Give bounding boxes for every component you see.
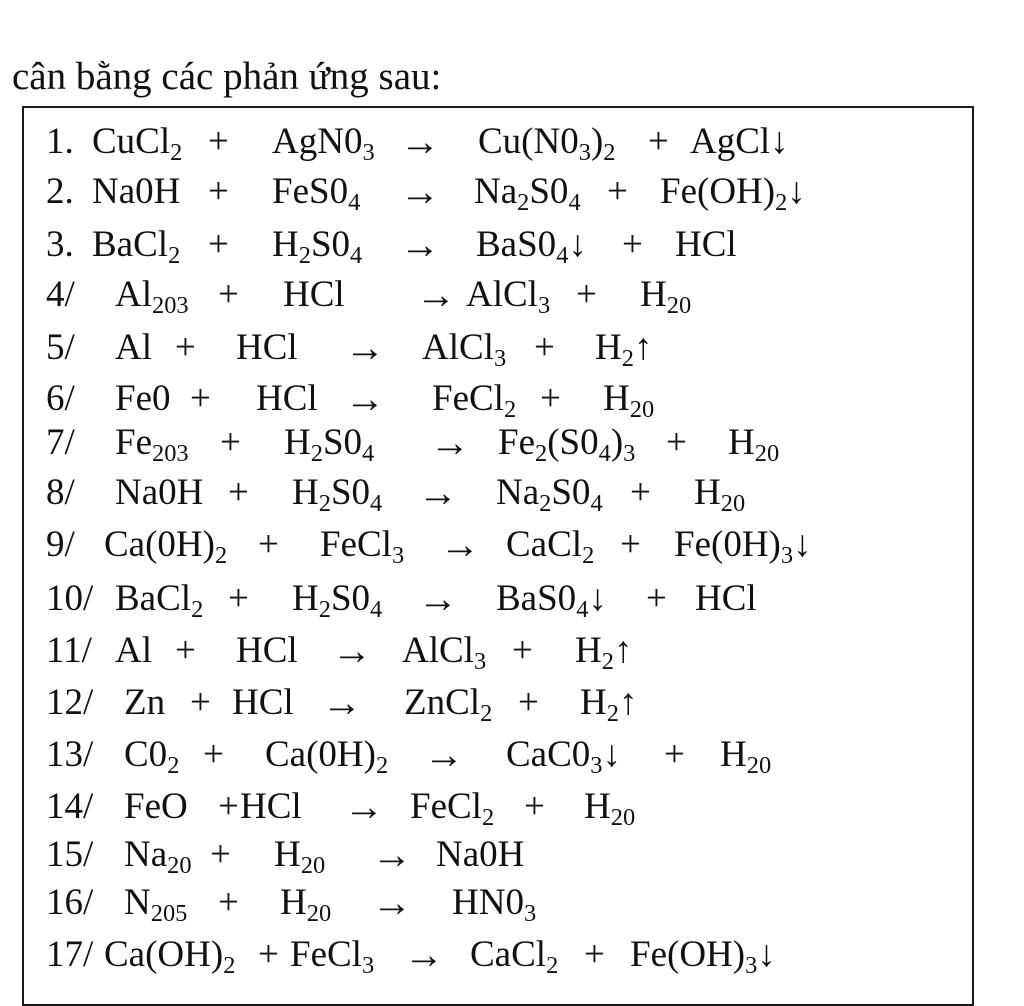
plus-sign: +: [258, 524, 279, 565]
product-formula: $BaS0_4↓$: [476, 224, 587, 269]
product-formula: HCl: [675, 224, 737, 265]
plus-sign: +: [175, 327, 196, 368]
product-formula: AgCl↓: [690, 121, 789, 162]
reactant-formula: $H_2S0_4$: [272, 224, 363, 269]
plus-sign: +: [576, 274, 597, 315]
plus-sign: +: [646, 578, 667, 619]
reactant-formula: Fe0: [115, 378, 171, 419]
product-formula: $Fe(OH)_2↓$: [660, 171, 806, 216]
product-formula: $BaS0_4↓$: [496, 578, 607, 623]
product-formula: $H_{20}$: [720, 734, 772, 779]
reactant-formula: $H_2S0_4$: [292, 578, 383, 623]
reactant-formula: BaCl$_2$: [92, 224, 181, 269]
plus-sign: +: [208, 171, 229, 212]
reactant-formula: BaCl$_2$: [115, 578, 204, 623]
reaction-number: 15/: [46, 834, 94, 875]
plus-sign: +: [534, 327, 555, 368]
plus-sign: +: [258, 934, 279, 975]
reactant-formula: $C0_2$: [124, 734, 180, 779]
product-formula: FeCl$_2$: [410, 786, 495, 831]
product-formula: HCl: [695, 578, 757, 619]
arrow-icon: →: [344, 784, 384, 829]
plus-sign: +: [175, 630, 196, 671]
plus-sign: +: [666, 422, 687, 463]
arrow-icon: →: [418, 470, 458, 515]
product-formula: AlCl$_3$: [466, 274, 551, 319]
reactant-formula: Al: [115, 630, 152, 671]
product-formula: $Fe(OH)_3↓$: [630, 934, 776, 979]
plus-sign: +: [648, 121, 669, 162]
product-formula: AlCl$_3$: [402, 630, 487, 675]
reaction-number: 1.: [46, 121, 74, 162]
reactant-formula: FeCl$_3$: [320, 524, 405, 569]
plus-sign: +: [524, 786, 545, 827]
product-formula: CaCl$_2$: [506, 524, 595, 569]
reaction-number: 11/: [46, 630, 92, 671]
plus-sign: +: [228, 578, 249, 619]
reactant-formula: $AgN0_3$: [272, 121, 375, 166]
arrow-icon: →: [400, 222, 440, 267]
reactant-formula: $Na_{20}$: [124, 834, 192, 879]
plus-sign: +: [664, 734, 685, 775]
plus-sign: +: [203, 734, 224, 775]
reaction-number: 6/: [46, 378, 75, 419]
product-formula: $Na_2S0_4$: [496, 472, 603, 517]
product-formula: $H_{20}$: [584, 786, 636, 831]
page-title: cân bằng các phản ứng sau:: [12, 55, 442, 98]
reaction-number: 2.: [46, 171, 74, 212]
arrow-icon: →: [440, 522, 480, 567]
reaction-number: 8/: [46, 472, 75, 513]
plus-sign: +: [540, 378, 561, 419]
plus-sign: +: [607, 171, 628, 212]
product-formula: ZnCl$_2$: [404, 682, 493, 727]
arrow-icon: →: [372, 880, 412, 925]
reactant-formula: $N_{205}$: [124, 882, 188, 927]
product-formula: FeCl$_2$: [432, 378, 517, 423]
reactant-formula: $H_2S0_4$: [284, 422, 375, 467]
reactant-formula: HCl: [236, 630, 298, 671]
plus-sign: +: [620, 524, 641, 565]
arrow-icon: →: [404, 932, 444, 977]
arrow-icon: →: [400, 169, 440, 214]
arrow-icon: →: [345, 376, 385, 421]
reactant-formula: $H_{20}$: [274, 834, 326, 879]
arrow-icon: →: [345, 325, 385, 370]
plus-sign: +: [208, 121, 229, 162]
reactant-formula: HCl: [256, 378, 318, 419]
product-formula: $HN0_3$: [452, 882, 537, 927]
plus-sign: +: [512, 630, 533, 671]
product-formula: $H_2↑$: [575, 630, 633, 675]
plus-sign: +: [210, 834, 231, 875]
reactant-formula: Al: [115, 327, 152, 368]
reactant-formula: FeCl$_3$: [290, 934, 375, 979]
reactant-formula: Zn: [124, 682, 166, 723]
arrow-icon: →: [430, 420, 470, 465]
reactant-formula: HCl: [240, 786, 302, 827]
plus-sign: +: [190, 378, 211, 419]
reactant-formula: $Ca(0H)_2$: [104, 524, 228, 569]
product-formula: $CaC0_3↓$: [506, 734, 621, 779]
arrow-icon: →: [332, 628, 372, 673]
reaction-number: 3.: [46, 224, 74, 265]
product-formula: Na0H: [436, 834, 525, 875]
arrow-icon: →: [416, 272, 456, 317]
reactant-formula: $Ca(OH)_2$: [104, 934, 236, 979]
reactant-formula: HCl: [236, 327, 298, 368]
product-formula: $Fe(0H)_3↓$: [674, 524, 812, 569]
product-formula: $Cu(N0_3)_2$: [478, 121, 616, 166]
reactant-formula: Na0H: [115, 472, 204, 513]
reactant-formula: Na0H: [92, 171, 181, 212]
plus-sign: +: [208, 224, 229, 265]
reactant-formula: $Fe_{203}$: [115, 422, 189, 467]
product-formula: $H_2↑$: [580, 682, 638, 727]
reactant-formula: HCl: [232, 682, 294, 723]
plus-sign: +: [630, 472, 651, 513]
product-formula: $H_{20}$: [694, 472, 746, 517]
reaction-number: 16/: [46, 882, 94, 923]
plus-sign: +: [218, 274, 239, 315]
reaction-number: 13/: [46, 734, 94, 775]
arrow-icon: →: [322, 680, 362, 725]
plus-sign: +: [218, 882, 239, 923]
reaction-number: 5/: [46, 327, 75, 368]
product-formula: $Na_2S0_4$: [474, 171, 581, 216]
reactant-formula: $FeS0_4$: [272, 171, 361, 216]
plus-sign: +: [622, 224, 643, 265]
plus-sign: +: [190, 682, 211, 723]
reaction-number: 14/: [46, 786, 94, 827]
reactant-formula: $Al_{203}$: [115, 274, 189, 319]
reaction-number: 9/: [46, 524, 75, 565]
arrow-icon: →: [424, 732, 464, 777]
plus-sign: +: [228, 472, 249, 513]
plus-sign: +: [584, 934, 605, 975]
arrow-icon: →: [418, 576, 458, 621]
product-formula: $H_2↑$: [595, 327, 653, 372]
reactant-formula: $H_{20}$: [280, 882, 332, 927]
reaction-number: 7/: [46, 422, 75, 463]
plus-sign: +: [220, 422, 241, 463]
reaction-number: 12/: [46, 682, 94, 723]
reaction-number: 17/: [46, 934, 94, 975]
reactant-formula: FeO: [124, 786, 188, 827]
arrow-icon: →: [400, 119, 440, 164]
plus-sign: +: [518, 682, 539, 723]
reactant-formula: $Ca(0H)_2$: [265, 734, 389, 779]
product-formula: $H_{20}$: [640, 274, 692, 319]
product-formula: AlCl$_3$: [422, 327, 507, 372]
product-formula: $H_{20}$: [603, 378, 655, 423]
product-formula: CaCl$_2$: [470, 934, 559, 979]
arrow-icon: →: [372, 832, 412, 877]
reactant-formula: $H_2S0_4$: [292, 472, 383, 517]
reaction-number: 4/: [46, 274, 75, 315]
reaction-number: 10/: [46, 578, 94, 619]
reactant-formula: HCl: [283, 274, 345, 315]
reactant-formula: CuCl$_2$: [92, 121, 183, 166]
product-formula: $Fe_2(S0_4)_3$: [498, 422, 636, 467]
plus-sign: +: [218, 786, 239, 827]
product-formula: $H_{20}$: [728, 422, 780, 467]
